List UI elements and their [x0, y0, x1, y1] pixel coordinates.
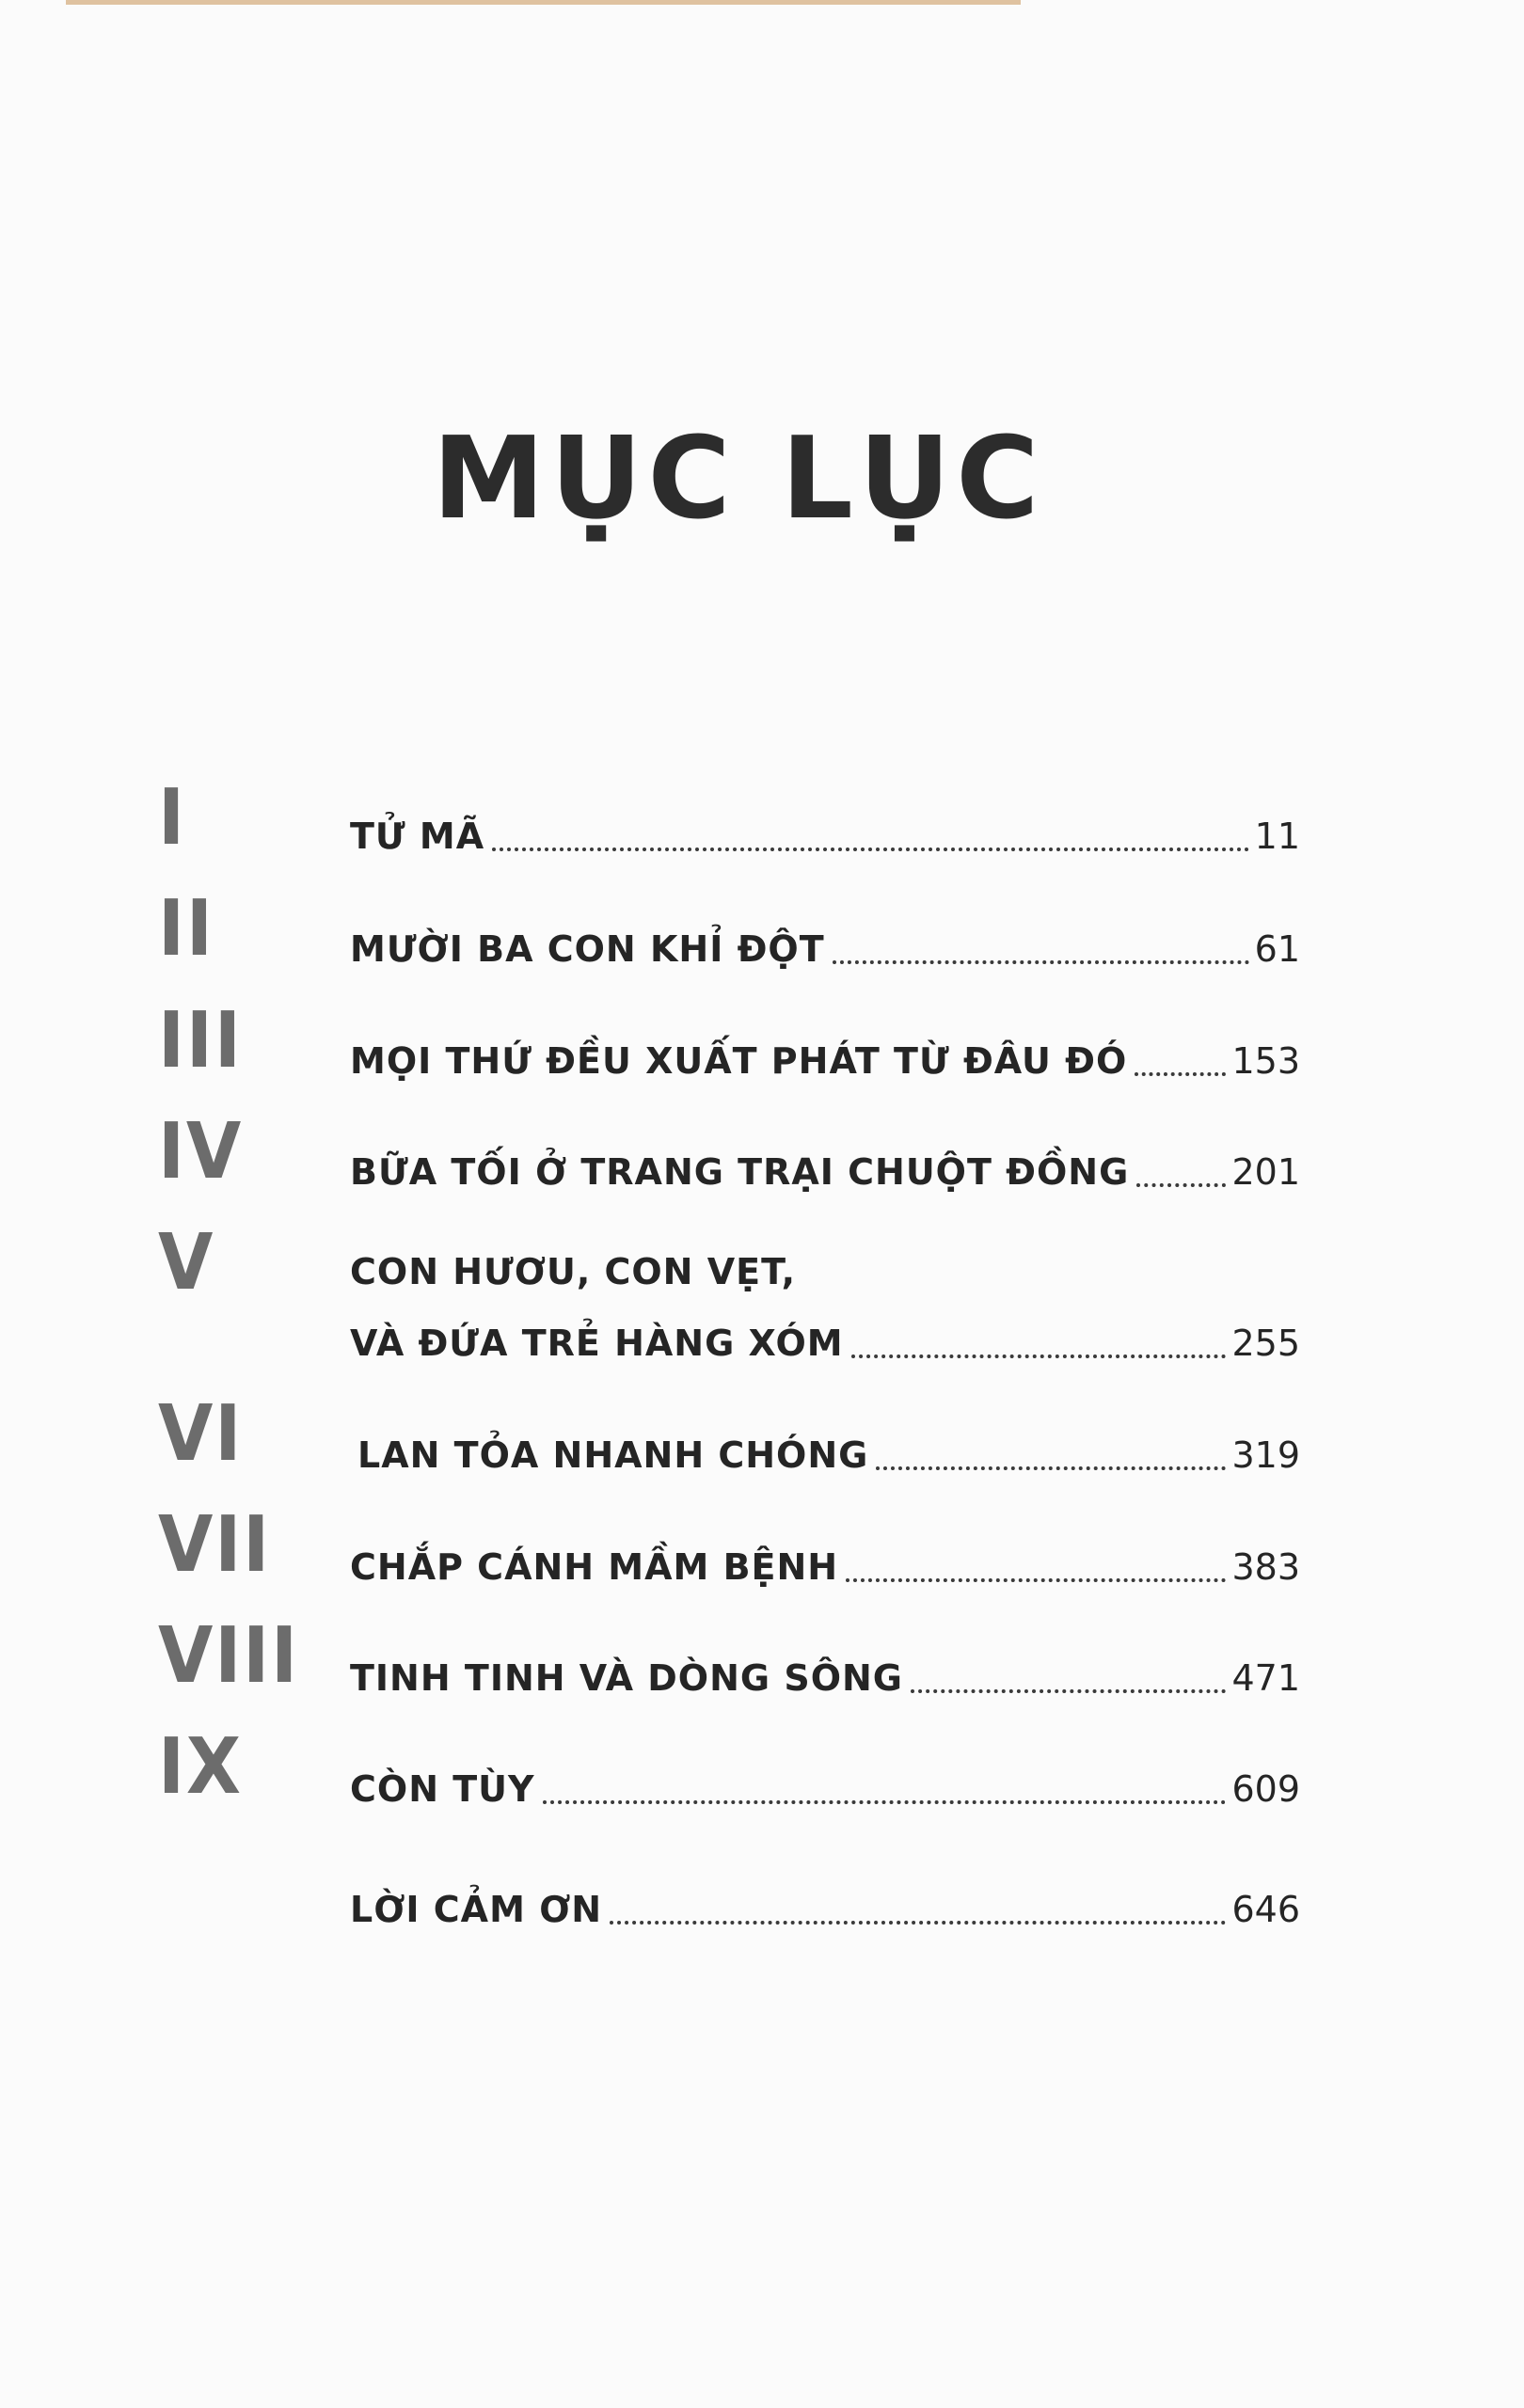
chapter-numeral: VIII [158, 1611, 299, 1701]
page-number: 646 [1231, 1889, 1300, 1930]
page-top-edge [66, 0, 1021, 5]
chapter-title: MƯỜI BA CON KHỈ ĐỘT [350, 928, 825, 970]
chapter-numeral: VII [158, 1500, 272, 1590]
page-number: 201 [1231, 1151, 1300, 1193]
chapter-title: MỌI THỨ ĐỀU XUẤT PHÁT TỪ ĐÂU ĐÓ [350, 1040, 1128, 1082]
chapter-title: LỜI CẢM ƠN [350, 1889, 603, 1930]
chapter-numeral: IX [158, 1722, 243, 1812]
chapter-numeral: I [158, 773, 186, 863]
toc-line [350, 1535, 1300, 1592]
toc-line [350, 1757, 1300, 1814]
toc-line [350, 804, 1300, 861]
page-number: 61 [1254, 928, 1300, 970]
chapter-title: TỬ MÃ [350, 816, 485, 857]
page-number: 319 [1231, 1434, 1300, 1476]
page-number: 255 [1231, 1323, 1300, 1364]
chapter-numeral: V [158, 1218, 215, 1307]
toc-line [357, 1423, 1300, 1480]
toc-line [350, 1029, 1300, 1085]
chapter-title: BỮA TỐI Ở TRANG TRẠI CHUỘT ĐỒNG [350, 1151, 1130, 1193]
toc-line [350, 1646, 1300, 1703]
page-number: 383 [1231, 1546, 1300, 1588]
chapter-title: TINH TINH VÀ DÒNG SÔNG [350, 1657, 903, 1699]
toc-line [350, 1140, 1300, 1196]
page-number: 11 [1254, 816, 1300, 857]
chapter-numeral: VI [158, 1389, 244, 1479]
chapter-title: CHẮP CÁNH MẦM BỆNH [350, 1546, 839, 1588]
toc-line [350, 917, 1300, 974]
chapter-numeral: IV [158, 1107, 244, 1196]
chapter-title: LAN TỎA NHANH CHÓNG [357, 1434, 869, 1476]
chapter-title: CÒN TÙY [350, 1768, 535, 1810]
dot-leader [492, 848, 1249, 851]
dot-leader [543, 1800, 1227, 1804]
dot-leader [876, 1466, 1226, 1470]
chapter-numeral: II [158, 884, 214, 974]
page-number: 153 [1231, 1040, 1300, 1082]
chapter-title: VÀ ĐỨA TRẺ HÀNG XÓM [350, 1323, 844, 1364]
dot-leader [851, 1354, 1227, 1358]
chapter-title-line1: CON HƯƠU, CON VẸT, [350, 1251, 797, 1292]
dot-leader [1136, 1183, 1226, 1187]
dot-leader [846, 1578, 1226, 1582]
chapter-numeral: III [158, 996, 243, 1085]
dot-leader [1135, 1072, 1226, 1076]
page-number: 471 [1231, 1657, 1300, 1699]
toc-line [350, 1311, 1300, 1368]
page-title: MỤC LỤC [432, 414, 1045, 545]
dot-leader [833, 960, 1249, 964]
toc-line [350, 1877, 1300, 1934]
dot-leader [610, 1921, 1226, 1925]
dot-leader [911, 1689, 1226, 1693]
page-number: 609 [1231, 1768, 1300, 1810]
